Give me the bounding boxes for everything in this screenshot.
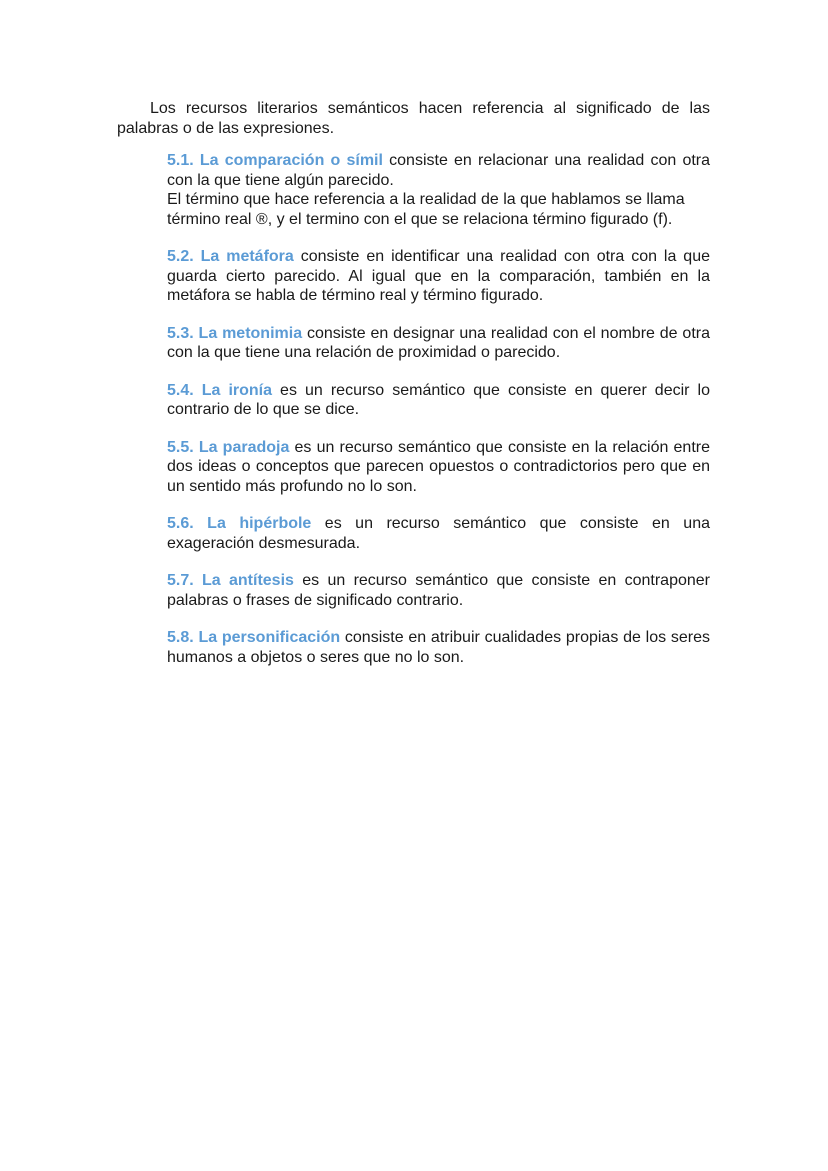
section-term: 5.7. La antítesis [167,572,294,589]
section-hiperbole [167,514,710,553]
section-body: consiste en atribuir cualidades propias de los seres humanos a objetos o seres que no lo son. [167,629,710,666]
section-term: 5.3. La metonimia [167,324,303,342]
section-term: 5.1. La comparación o símil [167,152,383,169]
section-body: es un recurso semántico que consiste en querer decir lo contrario de lo que se dice. [167,381,710,418]
section-body: consiste en identificar una realidad con otra con la que guarda cierto parecido. Al igual que en la comparación, también en la metáfora se habla de término real y término figurado. [167,248,711,304]
section-term: 5.2. La metáfora [167,248,294,265]
section-metafora [167,247,710,306]
section-body: es un recurso semántico que consiste en la relación entre dos ideas o conceptos que parecen opuestos o contradictorios pero que en un sentido más profundo no lo son. [167,438,710,495]
section-body: es un recurso semántico que consiste en una exageración desmesurada. [167,515,710,552]
intro-paragraph [117,99,710,139]
section-term: 5.5. La paradoja [167,438,290,456]
intro-text: Los recursos literarios semánticos hacen referencia al significado de las palabras o de las expresiones. [117,100,710,137]
section-body: consiste en designar una realidad con el nombre de otra con la que tiene una relación de proximidad o parecido. [167,324,710,361]
section-comparacion [167,151,710,229]
section-antitesis [167,571,710,610]
section-paradoja [167,438,710,497]
section-extra: El término que hace referencia a la realidad de la que hablamos se llama término real ®, y el termino con el que se relaciona término figurado (f). [167,191,685,228]
sections-list [167,151,710,685]
section-body: consiste en relacionar una realidad con otra con la que tiene algún parecido. [167,152,711,189]
section-term: 5.6. La hipérbole [167,515,312,532]
section-personificacion [167,628,710,667]
section-term: 5.8. La personificación [167,629,341,646]
section-metonimia [167,324,710,363]
section-body: es un recurso semántico que consiste en contraponer palabras o frases de significado contrario. [167,572,711,609]
section-ironia [167,381,710,420]
section-term: 5.4. La ironía [167,381,273,399]
